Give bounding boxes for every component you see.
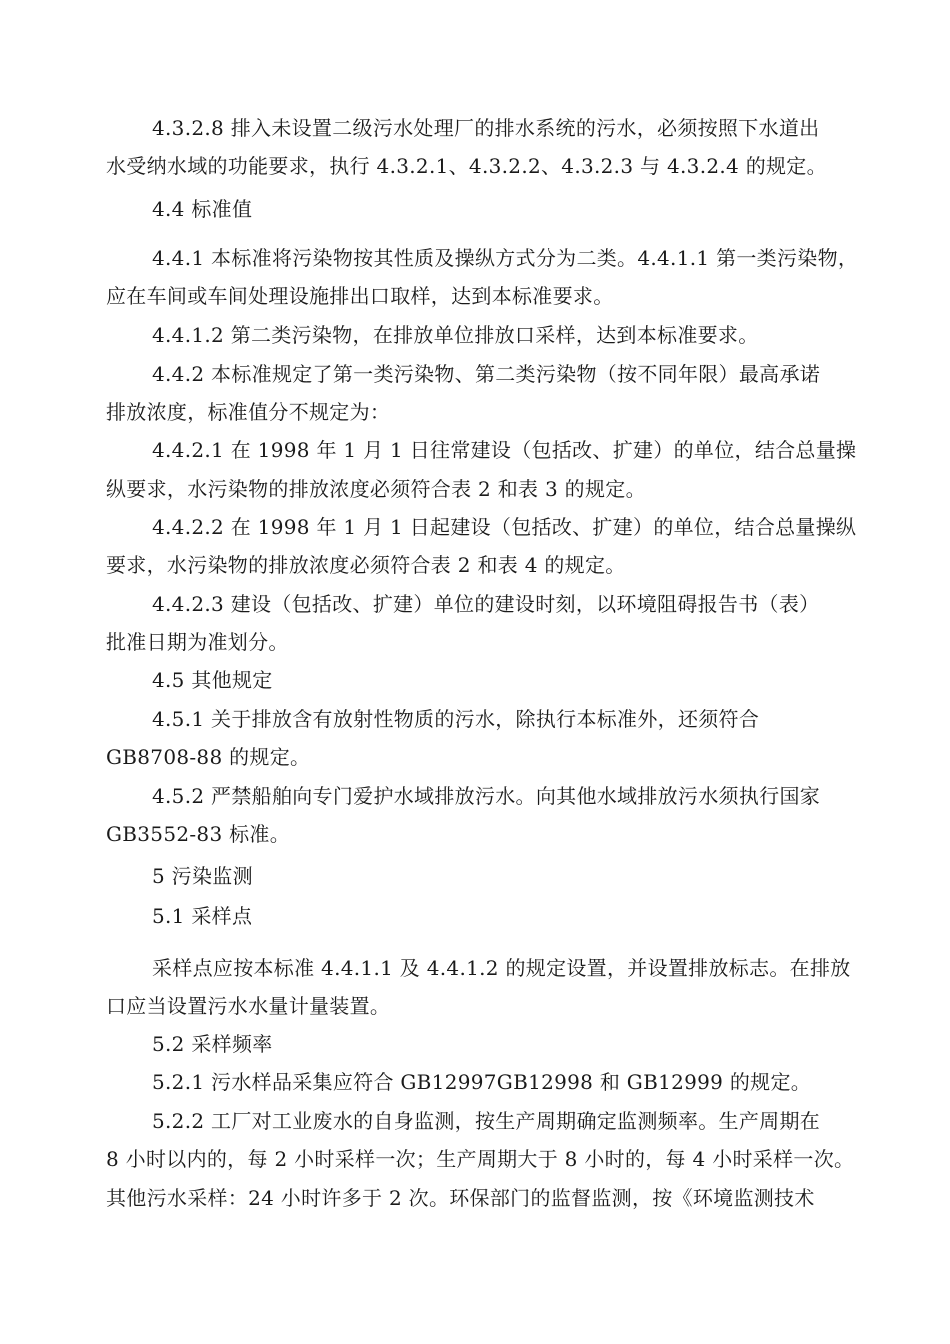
text-line: 应在车间或车间处理设施排出口取样，达到本标准要求。 <box>106 284 614 308</box>
text-line: 4.4.2.1 在 1998 年 1 月 1 日往常建设（包括改、扩建）的单位，结合总量操 <box>152 438 857 462</box>
section-heading: 5 污染监测 <box>152 864 253 888</box>
text-line: 批准日期为准划分。 <box>106 630 289 654</box>
text-line: 4.4.1 本标准将污染物按其性质及操纵方式分为二类。4.4.1.1 第一类污染物， <box>152 246 859 270</box>
text-line: 其他污水采样：24 小时许多于 2 次。环保部门的监督监测，按《环境监测技术 <box>106 1186 815 1210</box>
text-line: 纵要求，水污染物的排放浓度必须符合表 2 和表 3 的规定。 <box>106 477 646 501</box>
text-line: 4.4.2.3 建设（包括改、扩建）单位的建设时刻，以环境阻碍报告书（表） <box>152 592 820 616</box>
text-line: 采样点应按本标准 4.4.1.1 及 4.4.1.2 的规定设置，并设置排放标志。在排放 <box>152 956 851 980</box>
text-line: 4.5.2 严禁船舶向专门爱护水域排放污水。向其他水域排放污水须执行国家 <box>152 784 821 808</box>
text-line: 水受纳水域的功能要求，执行 4.3.2.1、4.3.2.2、4.3.2.3 与 4.3.2.4 的规定。 <box>106 154 827 178</box>
text-line: 4.5.1 关于排放含有放射性物质的污水，除执行本标准外，还须符合 <box>152 707 760 731</box>
section-heading: 4.5 其他规定 <box>152 668 273 692</box>
section-heading: 5.1 采样点 <box>152 904 253 928</box>
text-line: 排放浓度，标准值分不规定为： <box>106 400 391 424</box>
text-line: 4.3.2.8 排入未设置二级污水处理厂的排水系统的污水，必须按照下水道出 <box>152 116 820 140</box>
text-line: 5.2.1 污水样品采集应符合 GB12997GB12998 和 GB12999 的规定。 <box>152 1070 812 1094</box>
text-line: 4.4.2.2 在 1998 年 1 月 1 日起建设（包括改、扩建）的单位，结合总量操纵 <box>152 515 857 539</box>
section-heading: 4.4 标准值 <box>152 197 253 221</box>
text-line: 4.4.2 本标准规定了第一类污染物、第二类污染物（按不同年限）最高承诺 <box>152 362 821 386</box>
text-line: 8 小时以内的，每 2 小时采样一次；生产周期大于 8 小时的，每 4 小时采样一次。 <box>106 1147 855 1171</box>
text-line: 4.4.1.2 第二类污染物，在排放单位排放口采样，达到本标准要求。 <box>152 323 759 347</box>
text-line: GB8708-88 的规定。 <box>106 745 311 769</box>
text-line: 口应当设置污水水量计量装置。 <box>106 994 391 1018</box>
text-line: GB3552-83 标准。 <box>106 822 291 846</box>
text-line: 要求，水污染物的排放浓度必须符合表 2 和表 4 的规定。 <box>106 553 626 577</box>
section-heading: 5.2 采样频率 <box>152 1032 273 1056</box>
text-line: 5.2.2 工厂对工业废水的自身监测，按生产周期确定监测频率。生产周期在 <box>152 1109 821 1133</box>
